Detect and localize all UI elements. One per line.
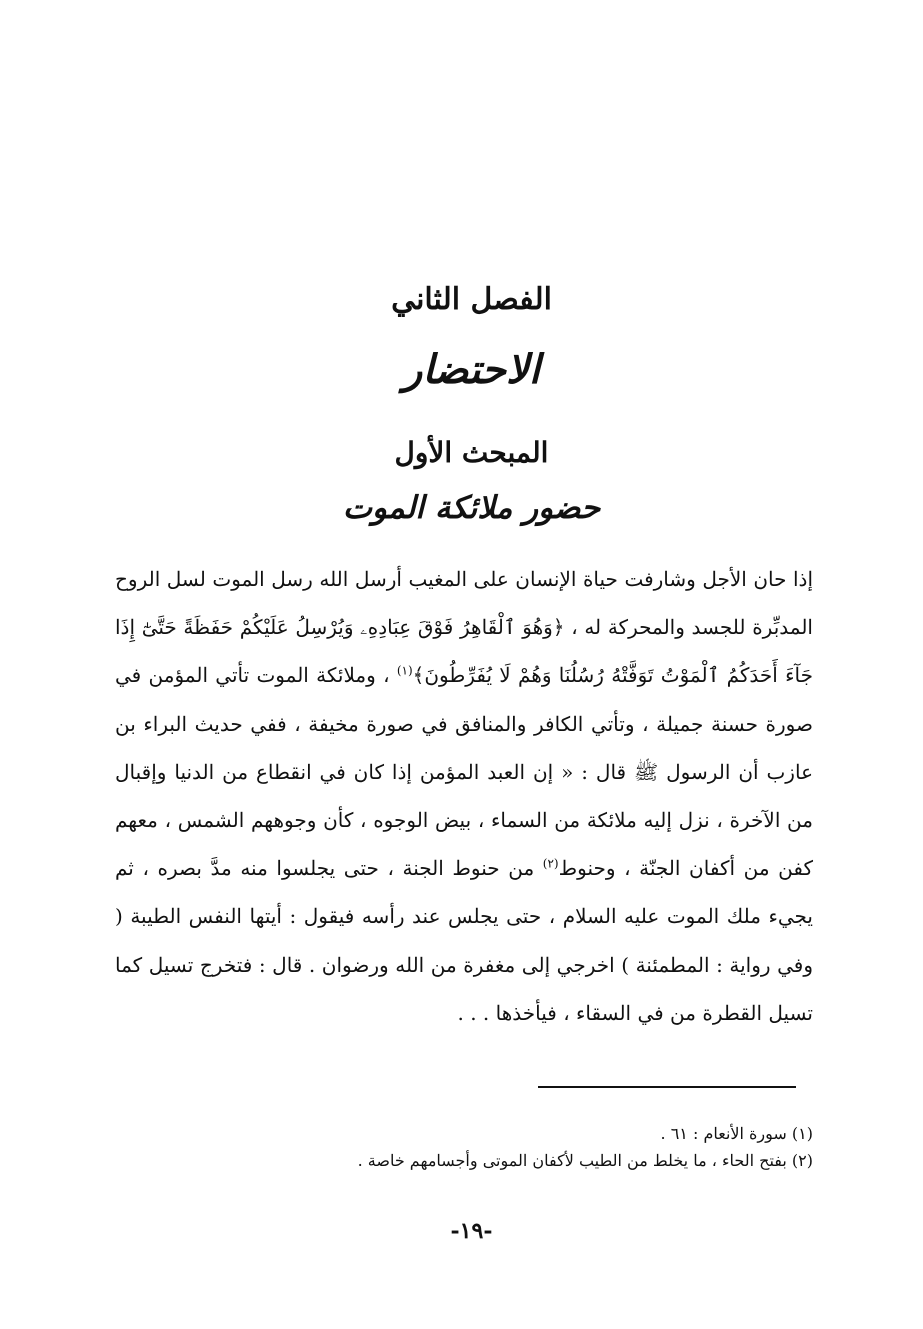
section-heading: المبحث الأول	[394, 436, 549, 469]
footnote-divider	[538, 1086, 796, 1088]
footnote-ref-2: (٢)	[542, 856, 559, 871]
body-paragraph	[115, 555, 813, 1037]
footnotes-list	[115, 1120, 813, 1174]
body-middle: ، وملائكة الموت تأتي المؤمن في صورة حسنة جميلة ، وتأتي الكافر والمنافق في صورة مخيفة ، ففي حديث البراء بن عازب أن الرسول ﷺ قال : « إن العبد المؤمن إذا كان في انقطاع من الدنيا وإقبال من الآخرة ، نزل إليه ملائكة من السماء ، بيض الوجوه ، كأن وجوههم الشمس ، معهم كفن من أكفان الجنّة ، وحنوط	[115, 663, 813, 881]
quran-verse: ﴿وَهُوَ ٱلْقَاهِرُ فَوْقَ عِبَادِهِۦ وَيُرْسِلُ عَلَيْكُمْ حَفَظَةً حَتَّىٰٓ إِذَا جَآءَ أَحَدَكُمُ ٱلْمَوْتُ تَوَفَّتْهُ رُسُلُنَا وَهُمْ لَا يُفَرِّطُونَ﴾	[115, 615, 813, 688]
body-lead: إذا حان الأجل وشارفت حياة الإنسان على المغيب أرسل الله رسل الموت لسل الروح المدبِّرة للجسد والمحركة له ،	[115, 567, 813, 640]
body-tail: من حنوط الجنة ، حتى يجلسوا منه مدَّ بصره ، ثم يجيء ملك الموت عليه السلام ، حتى يجلس عند رأسه فيقول : أيتها النفس الطيبة ( وفي رواية : المطمئنة ) اخرجي إلى مغفرة من الله ورضوان . قال : فتخرج تسيل كما تسيل القطرة من في السقاء ، فيأخذها . . .	[115, 856, 813, 1025]
page-number: -١٩-	[450, 1218, 493, 1244]
chapter-heading: الفصل الثاني	[391, 282, 552, 317]
footnote-2: (٢) بفتح الحاء ، ما يخلط من الطيب لأكفان الموتى وأجسامهم خاصة .	[357, 1151, 813, 1170]
section-title: حضور ملائكة الموت	[342, 490, 601, 526]
chapter-title: الاحتضار	[403, 346, 540, 393]
footnote-1: (١) سورة الأنعام : ٦١ .	[660, 1124, 813, 1143]
footnote-ref-1: (١)	[396, 663, 413, 678]
